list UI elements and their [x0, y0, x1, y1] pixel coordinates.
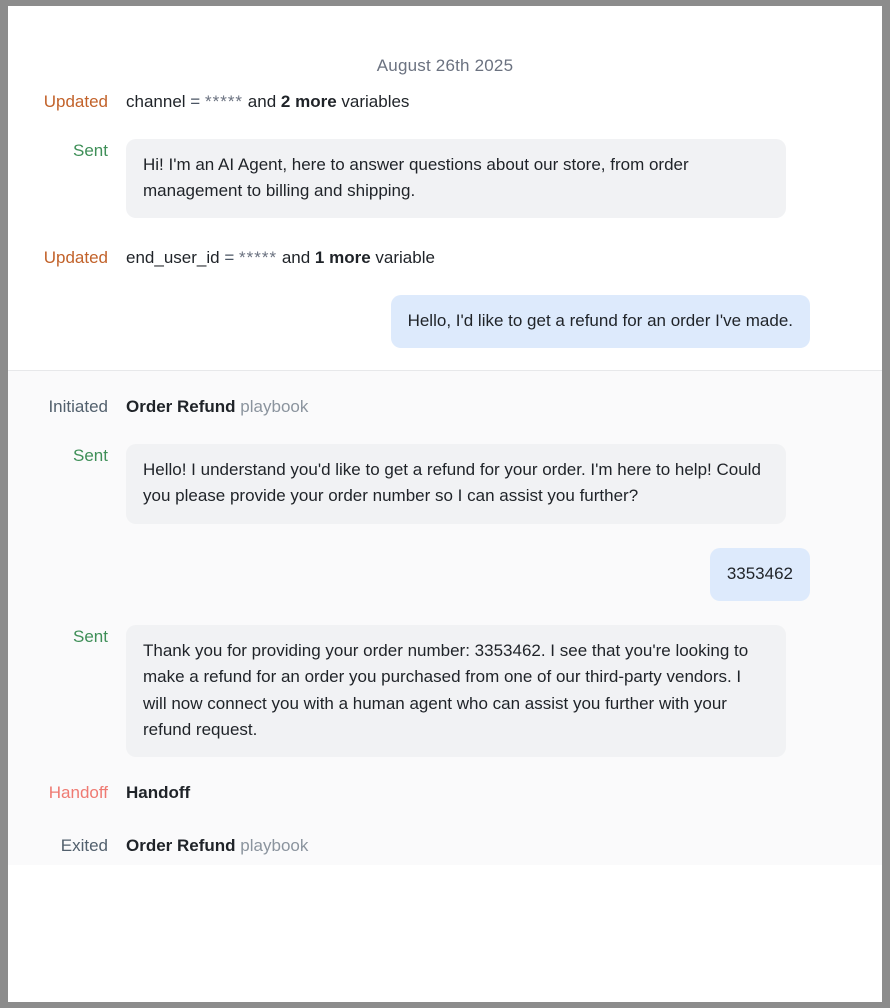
event-row-sent-greeting — [8, 139, 882, 219]
event-label: Exited — [60, 836, 108, 855]
agent-message-bubble: Hello! I understand you'd like to get a refund for your order. I'm here to help! Could you please provide your order number so I can assist you further? — [126, 444, 786, 524]
equals-sign: = — [190, 92, 201, 111]
event-label: Sent — [73, 445, 108, 465]
event-label: Initiated — [48, 397, 108, 417]
event-row-handoff — [8, 781, 882, 806]
variables-word: variables — [341, 92, 410, 111]
event-row-user-refund-request — [8, 295, 882, 348]
event-row-playbook-initiated — [8, 395, 882, 420]
event-row-sent-confirmation — [8, 625, 882, 757]
and-word: and — [281, 248, 311, 268]
conversation-window — [8, 6, 882, 1002]
event-row-updated-enduserid — [8, 246, 882, 271]
event-row-user-order-number — [8, 548, 882, 601]
equals-sign: = — [224, 248, 235, 268]
and-word: and — [247, 92, 277, 111]
variable-name: channel — [126, 92, 186, 111]
more-count: 2 more — [280, 92, 337, 111]
masked-value: ***** — [204, 92, 244, 111]
event-row-sent-ask-order-number — [8, 444, 882, 524]
variables-word: variable — [375, 248, 435, 268]
pre-playbook-section — [8, 90, 882, 348]
event-label: Updated — [43, 92, 108, 111]
variable-update-text — [126, 90, 810, 115]
playbook-name[interactable]: Order Refund — [126, 397, 236, 417]
handoff-text: Handoff — [126, 783, 191, 803]
event-row-updated-channel — [8, 90, 882, 115]
user-message-bubble: 3353462 — [710, 548, 810, 601]
user-message-bubble: Hello, I'd like to get a refund for an order I've made. — [391, 295, 810, 348]
date-header: August 26th 2025 — [376, 56, 514, 75]
agent-message-bubble: Thank you for providing your order number: 3353462. I see that you're looking to make a refund for an order you purchased from one of our third-party vendors. I will now connect you with a human agent who can assist you further with your refund request. — [126, 625, 786, 757]
agent-message-bubble: Hi! I'm an AI Agent, here to answer questions about our store, from order management to billing and shipping. — [126, 139, 786, 219]
playbook-section — [8, 370, 882, 864]
event-row-playbook-exited — [8, 834, 882, 859]
event-label: Sent — [73, 626, 108, 646]
event-label: Handoff — [48, 783, 108, 803]
variable-name: end_user_id — [126, 248, 220, 268]
variable-update-text — [126, 246, 810, 271]
masked-value: ***** — [238, 248, 278, 268]
playbook-word: playbook — [240, 397, 309, 417]
event-label: Updated — [43, 248, 108, 268]
playbook-name[interactable]: Order Refund — [126, 836, 236, 855]
more-count: 1 more — [314, 248, 371, 268]
playbook-word: playbook — [240, 836, 309, 855]
event-label: Sent — [73, 140, 108, 160]
